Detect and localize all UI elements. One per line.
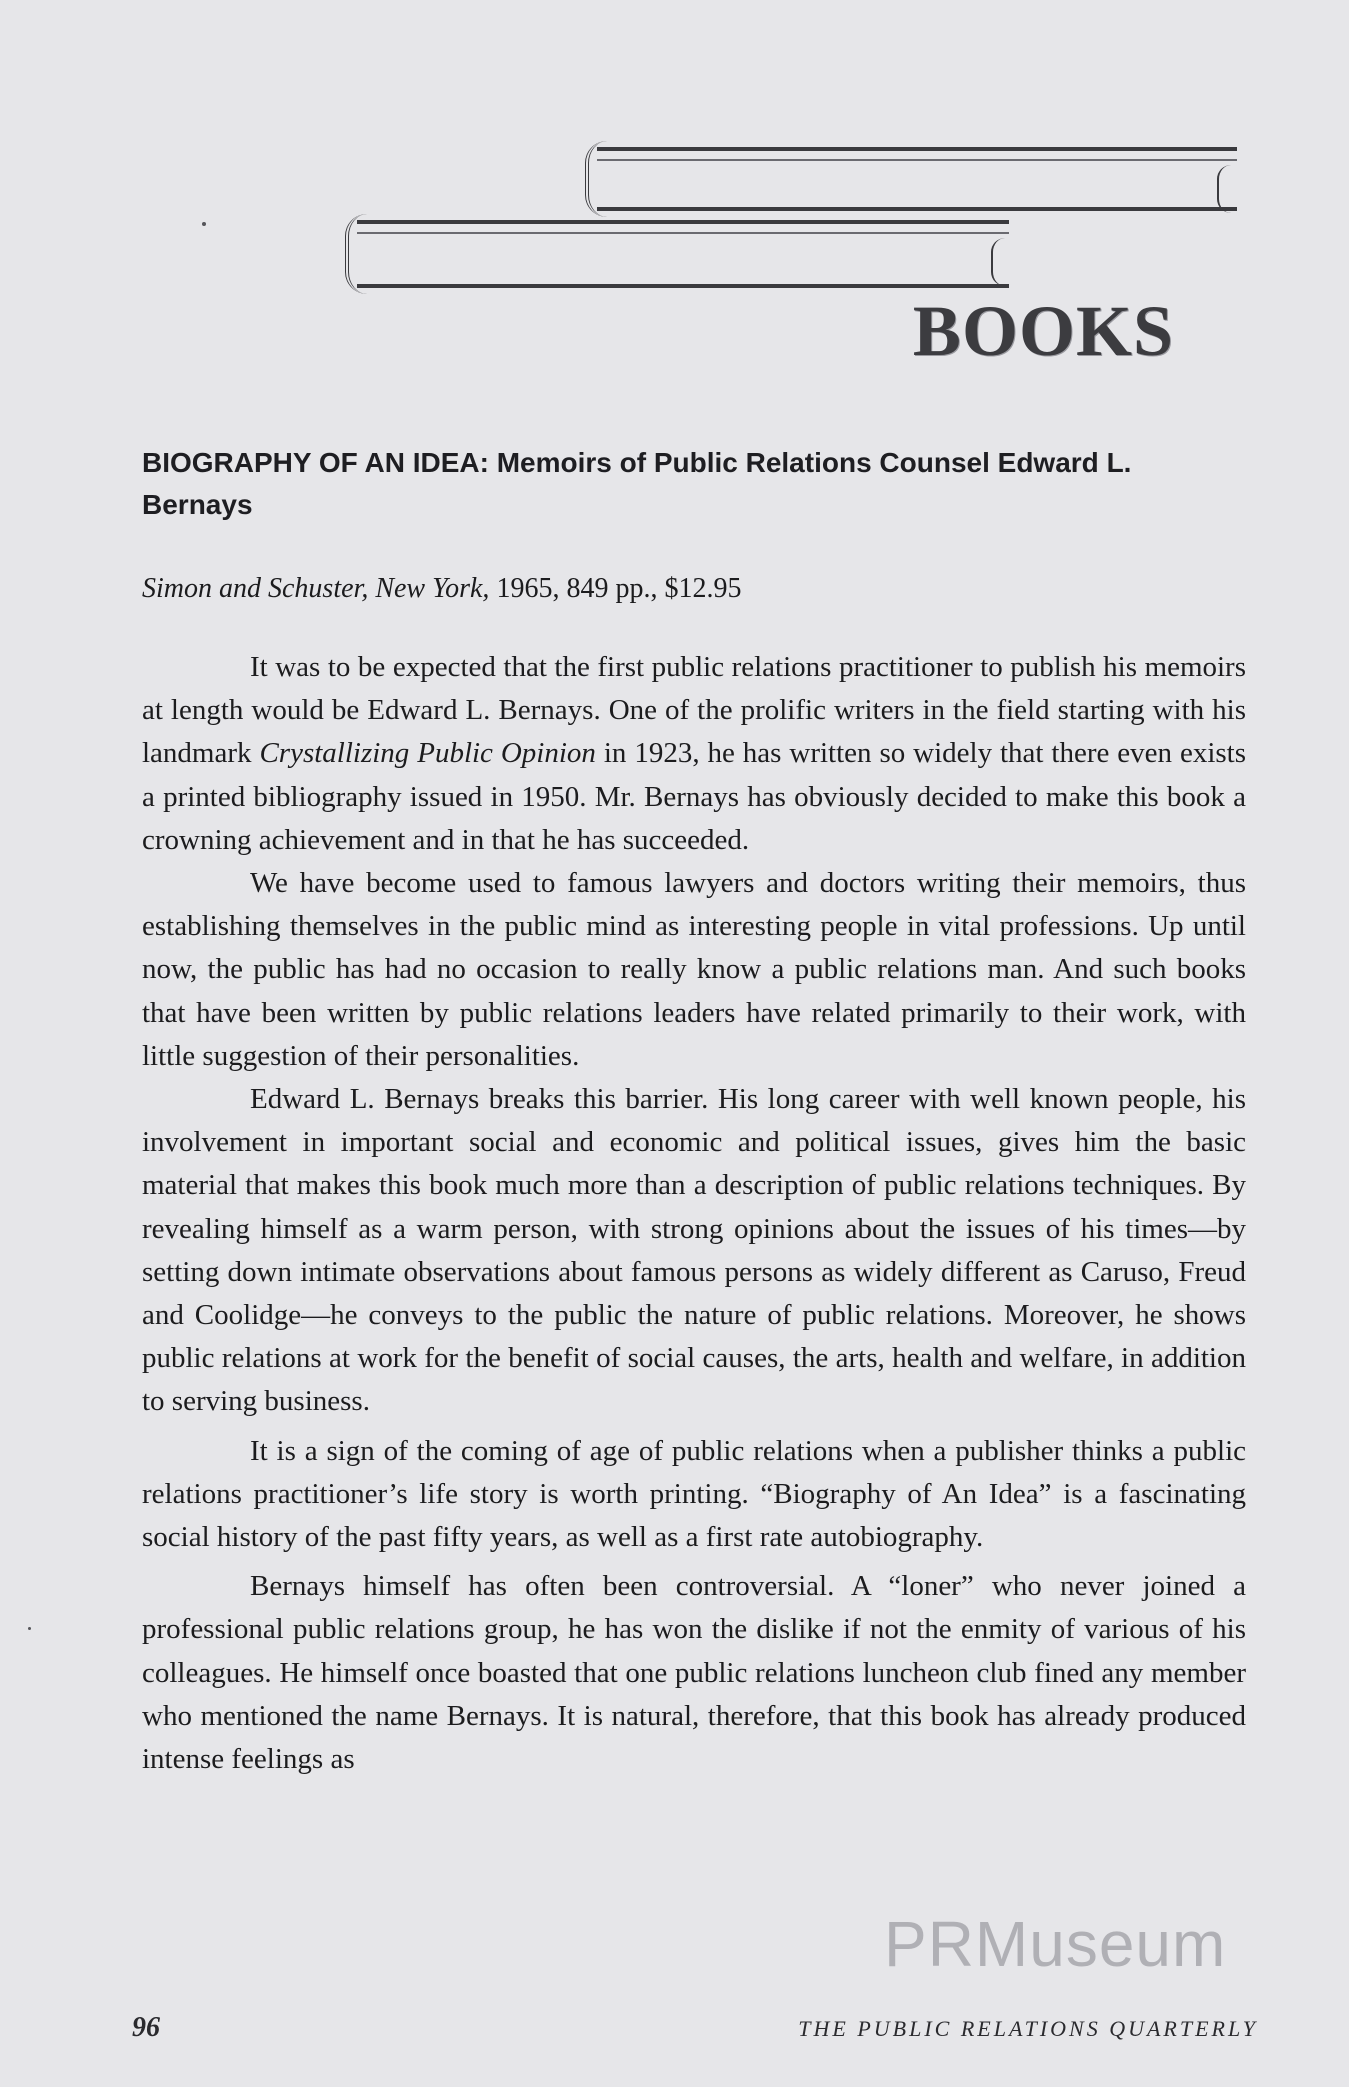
review-title: BIOGRAPHY OF AN IDEA: Memoirs of Public Relations Counsel Edward L. Bernays bbox=[142, 447, 1132, 520]
paragraph: It was to be expected that the first public relations practitioner to publish his memoirs at length would be Edward L. Bernays. One of the prolific writers in the field starting with his landmark Crystallizing Public Opinion in 1923, he has written so widely that there even exists a printed bibliography issued in 1950. Mr. Bernays has obviously decided to make this book a crowning achievement and in that he has succeeded. bbox=[142, 651, 1247, 856]
book-spine-top-icon bbox=[597, 147, 1237, 211]
watermark: PRMuseum bbox=[884, 1908, 1227, 1980]
book-spine-bottom-icon bbox=[357, 220, 1009, 288]
journal-name: THE PUBLIC RELATIONS QUARTERLY bbox=[798, 2016, 1258, 2041]
dust-speck bbox=[28, 1627, 31, 1630]
publication-info bbox=[142, 572, 741, 606]
publisher: Simon and Schuster, New York, bbox=[142, 573, 490, 604]
section-title: BOOKS bbox=[912, 291, 1174, 371]
paragraph: Bernays himself has often been controversial. A “loner” who never joined a professional public relations group, he has won the dislike if not the enmity of various of his colleagues. He himself once boasted that one public relations luncheon club fined any member who mentioned the name Bernays. It is natural, therefore, that this book has already produced intense feelings as bbox=[142, 1570, 1246, 1776]
paragraph: Edward L. Bernays breaks this barrier. His long career with well known people, his involvement in important social and economic and political issues, gives him the basic material that makes this book much more than a description of public relations techniques. By revealing himself as a warm person, with strong opinions about the issues of his times—by setting down intimate observations about famous persons as widely different as Caruso, Freud and Coolidge—he conveys to the public the nature of public relations. Moreover, he shows public relations at work for the benefit of social causes, the arts, health and welfare, in addition to serving business. bbox=[142, 1083, 1246, 1418]
dust-speck bbox=[202, 222, 206, 226]
page-number: 96 bbox=[132, 2012, 160, 2043]
publication-details: 1965, 849 pp., $12.95 bbox=[489, 573, 742, 604]
paragraph: It is a sign of the coming of age of public relations when a publisher thinks a public relations practitioner’s life story is worth printing. “Biography of An Idea” is a fascinating social history of the past fifty years, as well as a first rate autobiography. bbox=[142, 1434, 1246, 1554]
paragraph: We have become used to famous lawyers and doctors writing their memoirs, thus establishing themselves in the public mind as interesting people in vital professions. Up until now, the public has had no occasion to really know a public relations man. And such books that have been written by public relations leaders have related primarily to their work, with little suggestion of their personalities. bbox=[142, 867, 1246, 1072]
review-body bbox=[142, 646, 1246, 1781]
cited-book-title: Crystallizing Public Opinion bbox=[259, 737, 596, 770]
